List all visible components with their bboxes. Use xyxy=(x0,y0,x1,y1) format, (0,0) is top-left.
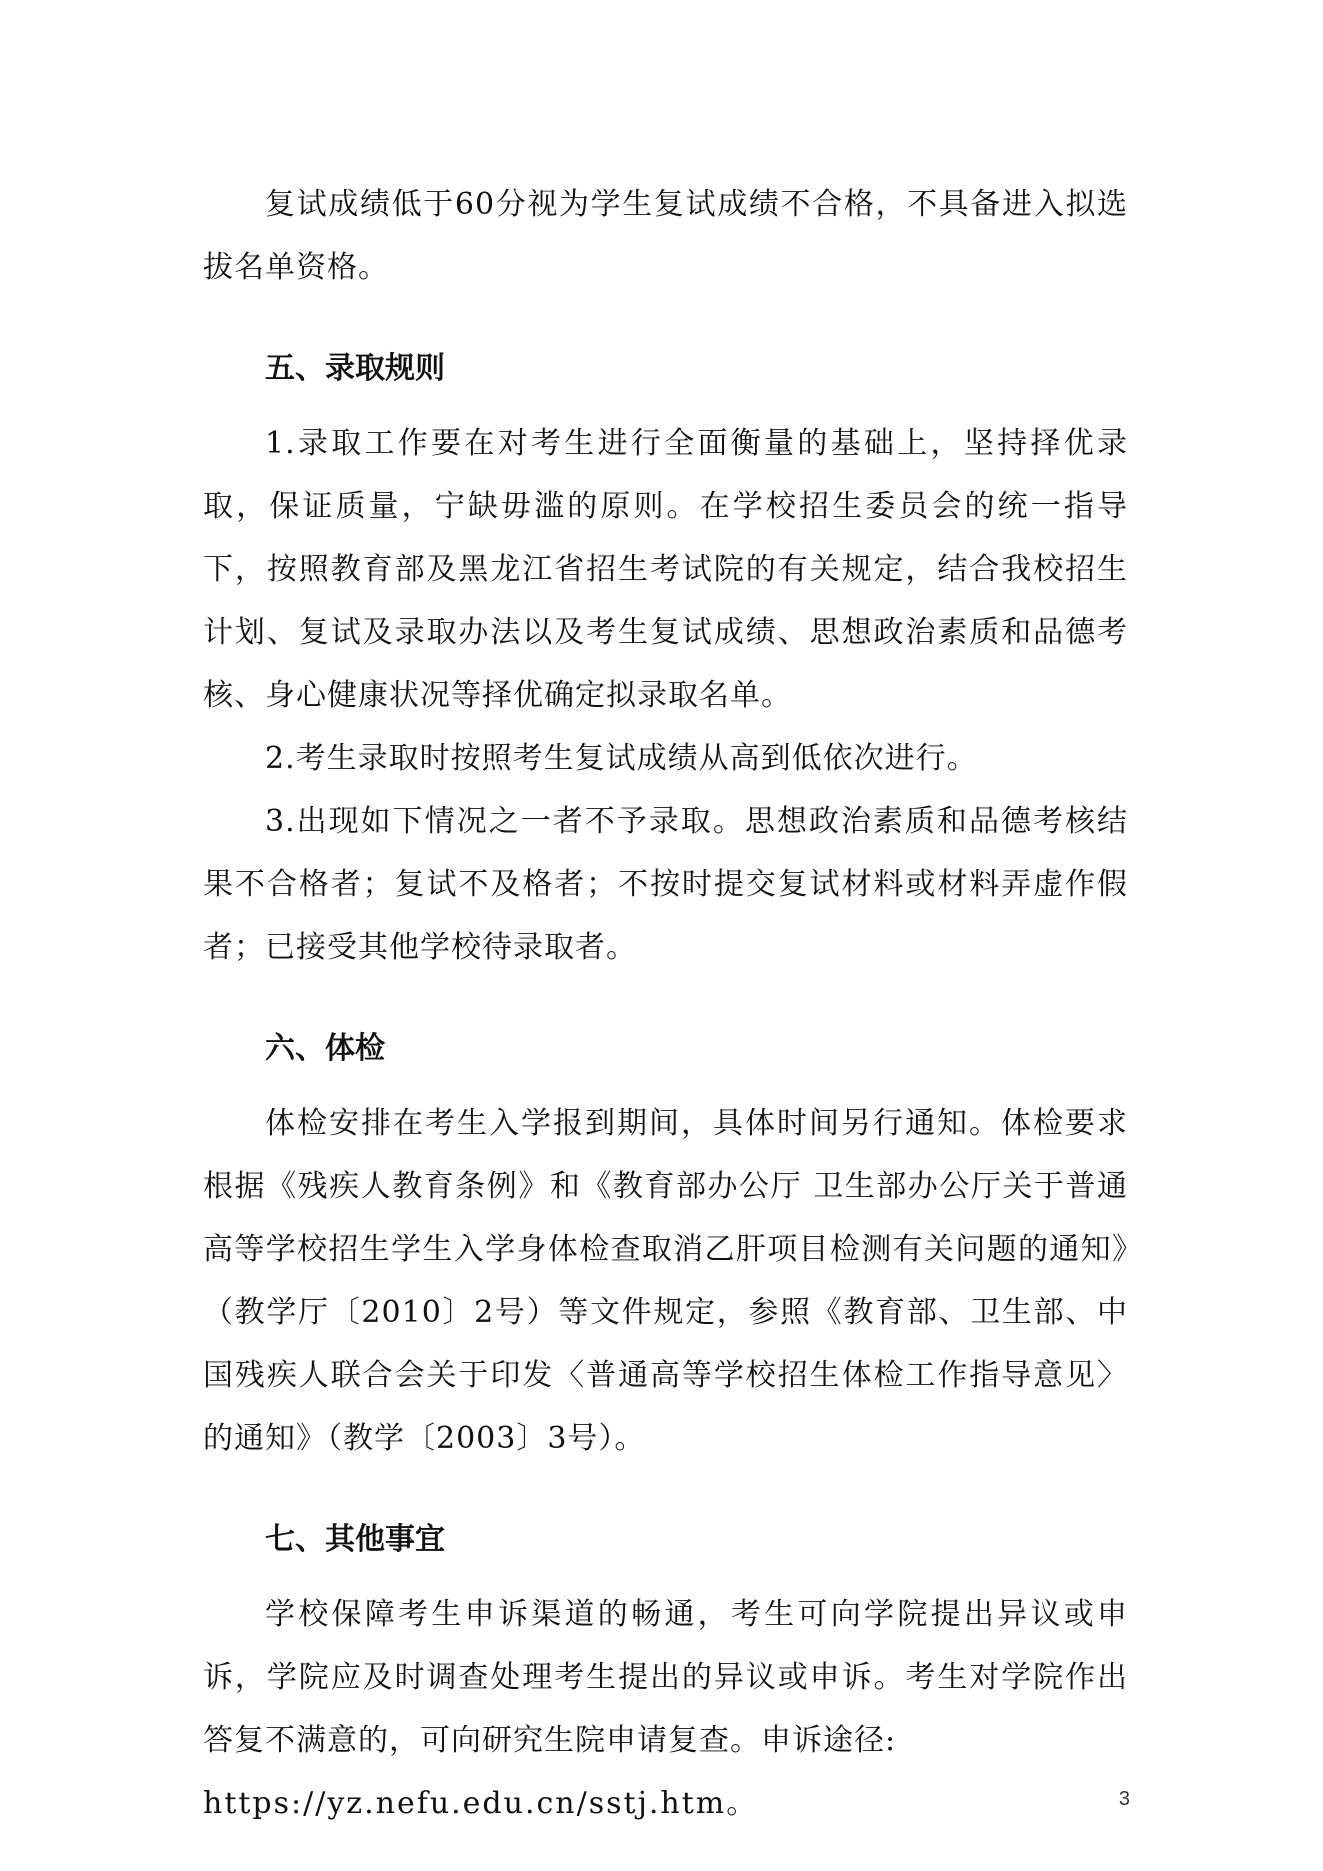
section5-item-1: 1.录取工作要在对考生进行全面衡量的基础上，坚持择优录取，保证质量，宁缺毋滥的原则。在学校招生委员会的统一指导下，按照教育部及黑龙江省招生考试院的有关规定，结合我校招生计划、复试及录取办法以及考生复试成绩、思想政治素质和品德考核、身心健康状况等择优确定拟录取名单。 xyxy=(203,426,1128,713)
appeal-url: https://yz.nefu.edu.cn/sstj.htm。 xyxy=(203,1786,759,1821)
page-number: 3 xyxy=(1118,1788,1130,1810)
document-body xyxy=(203,173,1128,1835)
section7-heading: 七、其他事宜 xyxy=(265,1522,445,1557)
section7-paragraph: 学校保障考生申诉渠道的畅通，考生可向学院提出异议或申诉，学院应及时调查处理考生提出的异议或申诉。考生对学院作出答复不满意的，可向研究生院申请复查。申诉途径: xyxy=(203,1597,1128,1758)
section5-heading: 五、录取规则 xyxy=(265,351,445,386)
section6-paragraph: 体检安排在考生入学报到期间，具体时间另行通知。体检要求根据《残疾人教育条例》和《教育部办公厅 卫生部办公厅关于普通高等学校招生学生入学身体检查取消乙肝项目检测有关问题的通知》（教学厅〔2010〕2号）等文件规定，参照《教育部、卫生部、中国残疾人联合会关于印发〈普通高等学校招生体检工作指导意见〉的通知》（教学〔2003〕3号）。 xyxy=(203,1106,1128,1456)
section4-tail-paragraph: 复试成绩低于60分视为学生复试成绩不合格，不具备进入拟选拔名单资格。 xyxy=(203,187,1128,285)
section6-heading: 六、体检 xyxy=(265,1031,385,1066)
section5-item-3: 3.出现如下情况之一者不予录取。思想政治素质和品德考核结果不合格者；复试不及格者；不按时提交复试材料或材料弄虚作假者；已接受其他学校待录取者。 xyxy=(203,804,1128,965)
section5-item-2: 2.考生录取时按照考生复试成绩从高到低依次进行。 xyxy=(265,741,978,776)
